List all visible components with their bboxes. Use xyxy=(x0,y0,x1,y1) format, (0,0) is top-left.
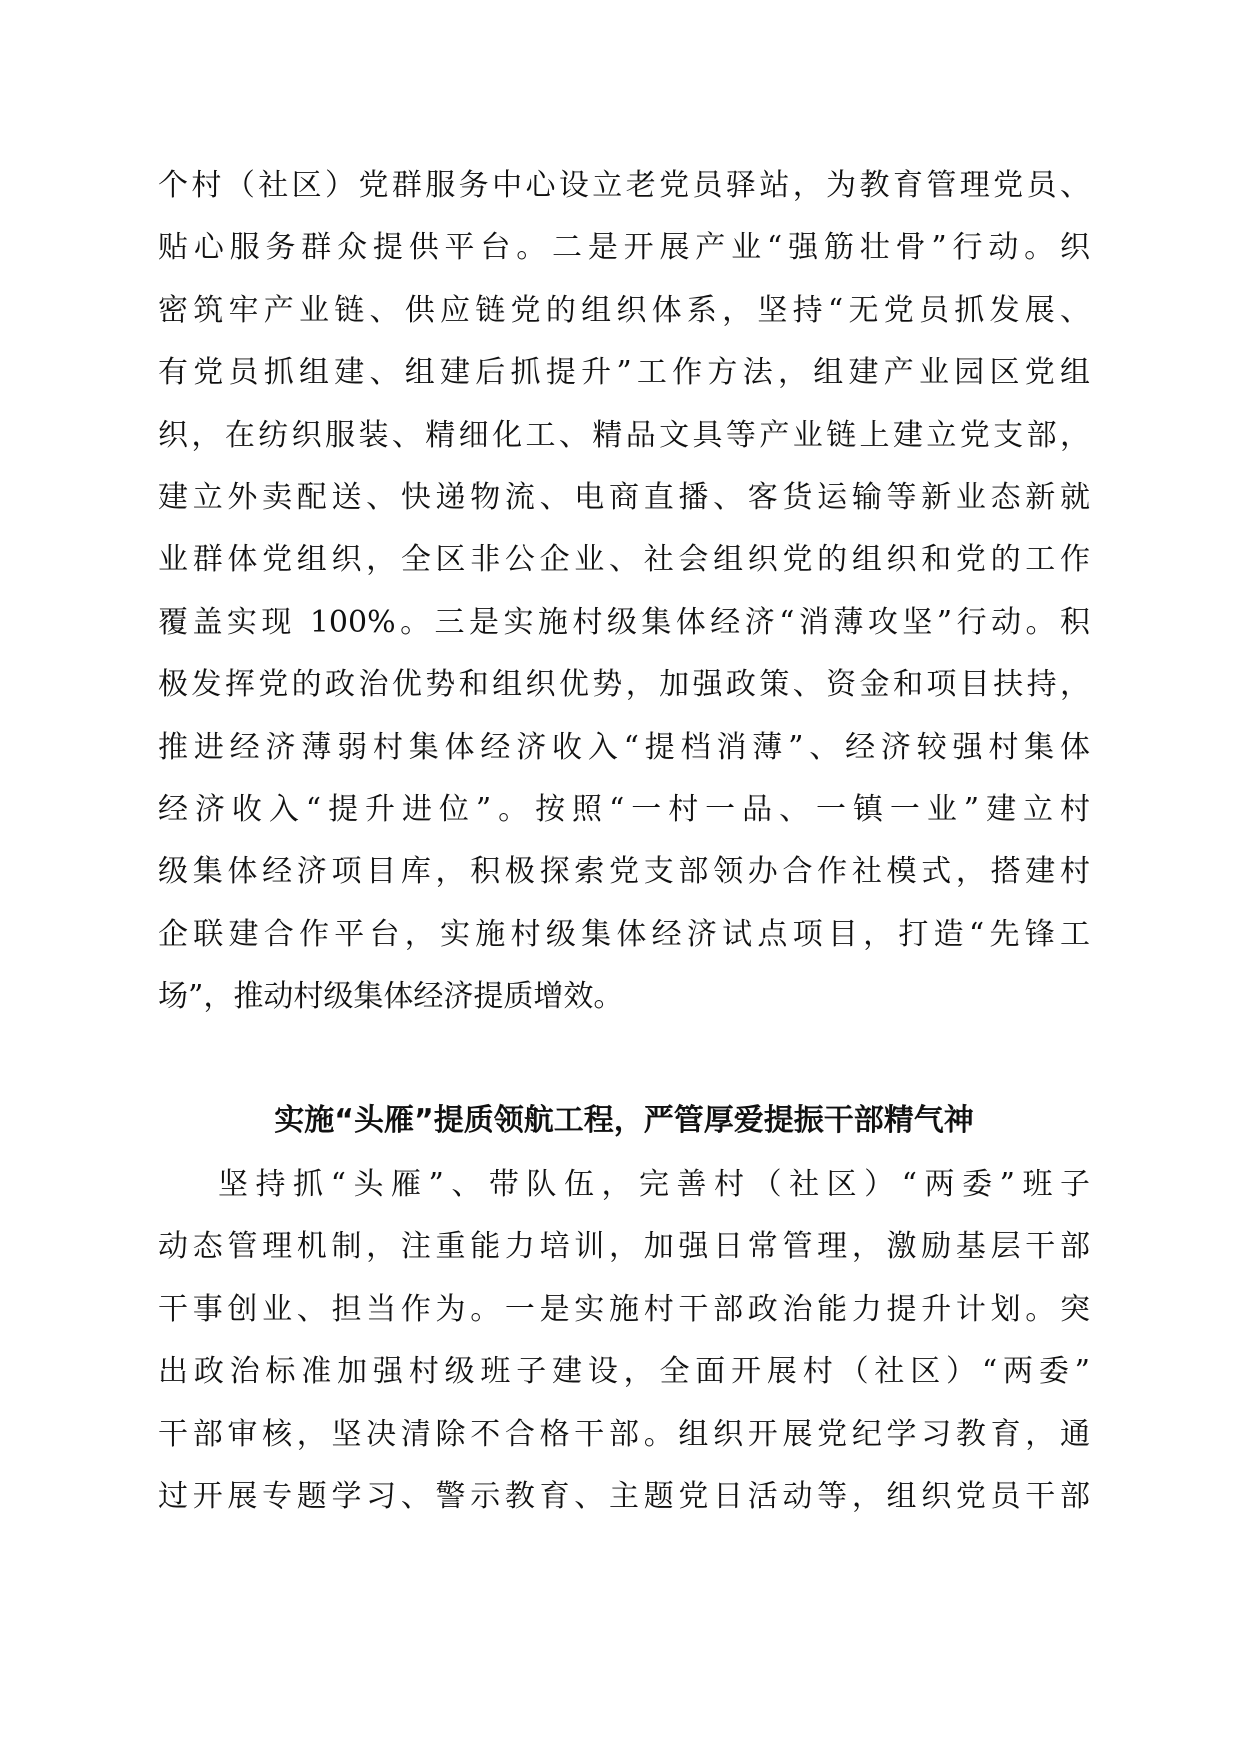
paragraph-line: 干事创业、担当作为。一是实施村干部政治能力提升计划。突 xyxy=(158,1291,1090,1327)
paragraph-line: 过开展专题学习、警示教育、主题党日活动等，组织党员干部 xyxy=(158,1478,1090,1514)
paragraph-line: 场”，推动村级集体经济提质增效。 xyxy=(158,979,624,1015)
paragraph-line: 干部审核，坚决清除不合格干部。组织开展党纪学习教育，通 xyxy=(158,1416,1090,1452)
paragraph-line: 经济收入“提升进位”。按照“一村一品、一镇一业”建立村 xyxy=(158,791,1090,827)
paragraph-line: 业群体党组织，全区非公企业、社会组织党的组织和党的工作 xyxy=(158,542,1090,578)
paragraph-line: 贴心服务群众提供平台。二是开展产业“强筋壮骨”行动。织 xyxy=(158,230,1090,266)
paragraph-line: 个村（社区）党群服务中心设立老党员驿站，为教育管理党员、 xyxy=(158,168,1090,203)
paragraph-line: 密筑牢产业链、供应链党的组织体系，坚持“无党员抓发展、 xyxy=(158,292,1090,328)
paragraph-line: 出政治标准加强村级班子建设，全面开展村（社区）“两委” xyxy=(158,1354,1090,1390)
paragraph-line: 推进经济薄弱村集体经济收入“提档消薄”、经济较强村集体 xyxy=(158,729,1090,765)
paragraph-line: 建立外卖配送、快递物流、电商直播、客货运输等新业态新就 xyxy=(158,479,1090,515)
paragraph-line: 极发挥党的政治优势和组织优势，加强政策、资金和项目扶持， xyxy=(158,667,1090,703)
paragraph-line: 有党员抓组建、组建后抓提升”工作方法，组建产业园区党组 xyxy=(158,355,1090,391)
paragraph-line: 覆盖实现 100%。三是实施村级集体经济“消薄攻坚”行动。积 xyxy=(158,604,1090,640)
paragraph-line: 级集体经济项目库，积极探索党支部领办合作社模式，搭建村 xyxy=(158,854,1090,890)
paragraph-line: 织，在纺织服装、精细化工、精品文具等产业链上建立党支部， xyxy=(158,417,1090,453)
paragraph-line: 坚持抓“头雁”、带队伍，完善村（社区）“两委”班子 xyxy=(218,1167,1090,1202)
paragraph-line: 动态管理机制，注重能力培训，加强日常管理，激励基层干部 xyxy=(158,1229,1090,1265)
paragraph-line: 企联建合作平台，实施村级集体经济试点项目，打造“先锋工 xyxy=(158,916,1090,952)
section-heading: 实施“头雁”提质领航工程，严管厚爱提振干部精气神 xyxy=(274,1103,974,1138)
paragraph-2 xyxy=(158,1154,1090,1528)
paragraph-1 xyxy=(158,155,1090,1028)
